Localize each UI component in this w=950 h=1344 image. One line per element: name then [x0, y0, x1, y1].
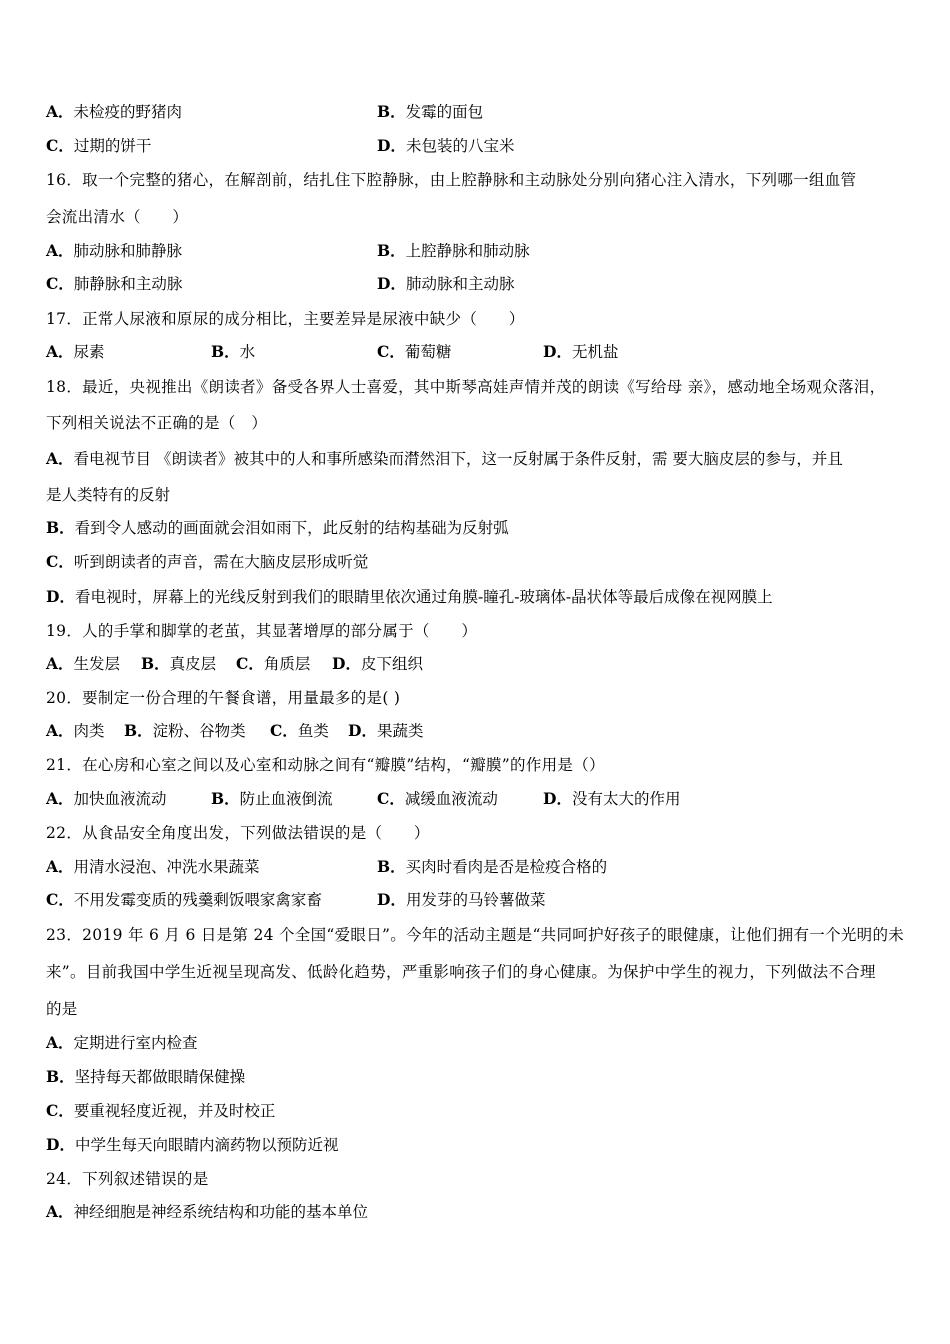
option-text: 皮下组织	[360, 655, 423, 673]
option-text: 不用发霉变质的残羹剩饭喂家禽家畜	[73, 891, 322, 909]
q23-option-c	[46, 1101, 275, 1121]
q19-option-a	[46, 654, 120, 674]
q15-option-d	[377, 136, 514, 156]
q20-option-b	[124, 721, 246, 741]
option-text: 肺动脉和肺静脉	[73, 242, 183, 260]
option-label: A．	[46, 789, 74, 808]
option-label: A．	[46, 1202, 74, 1221]
option-text: 神经细胞是神经系统结构和功能的基本单位	[73, 1203, 369, 1221]
option-text: 看到令人感动的画面就会泪如雨下，此反射的结构基础为反射弧	[74, 519, 509, 537]
option-label: A．	[46, 654, 74, 673]
option-text: 中学生每天向眼睛内滴药物以预防近视	[74, 1136, 339, 1154]
option-text: 听到朗读者的声音，需在大脑皮层形成听觉	[73, 553, 369, 571]
option-label: A．	[46, 241, 74, 260]
option-text: 未检疫的野猪肉	[73, 103, 183, 121]
option-label: B．	[124, 721, 153, 740]
option-label: A．	[46, 342, 74, 361]
q18-option-c	[46, 552, 368, 572]
option-text: 肺动脉和主动脉	[405, 275, 515, 293]
option-label: B．	[211, 342, 240, 361]
option-label: D．	[543, 342, 572, 361]
q16-option-d	[377, 274, 514, 294]
option-text: 上腔静脉和肺动脉	[405, 242, 530, 260]
option-label: B．	[377, 241, 406, 260]
q18-option-a	[46, 449, 843, 469]
option-label: A．	[46, 449, 74, 468]
q18-option-b	[46, 518, 509, 538]
option-text: 生发层	[73, 655, 121, 673]
q16-option-a	[46, 241, 182, 261]
option-label: B．	[377, 857, 406, 876]
q17-stem: 17．正常人尿液和原尿的成分相比，主要差异是尿液中缺少（ ）	[46, 310, 525, 328]
option-label: B．	[46, 1067, 75, 1086]
option-text: 肉类	[73, 722, 105, 740]
option-label: B．	[211, 789, 240, 808]
option-text: 用清水浸泡、冲洗水果蔬菜	[73, 858, 260, 876]
option-label: C．	[46, 552, 74, 571]
q15-option-a	[46, 102, 182, 122]
option-text: 加快血液流动	[73, 790, 167, 808]
option-label: C．	[377, 342, 405, 361]
option-text: 要重视轻度近视，并及时校正	[73, 1102, 276, 1120]
option-label: D．	[332, 654, 361, 673]
option-label: C．	[270, 721, 298, 740]
option-text: 鱼类	[297, 722, 329, 740]
option-text: 用发芽的马铃薯做菜	[405, 891, 546, 909]
q24-option-a	[46, 1202, 368, 1222]
option-label: A．	[46, 102, 74, 121]
option-text: 过期的饼干	[73, 137, 152, 155]
q16-option-b	[377, 241, 530, 261]
option-text: 真皮层	[169, 655, 217, 673]
q22-option-d	[377, 890, 545, 910]
option-label: D．	[46, 1135, 75, 1154]
q22-option-b	[377, 857, 607, 877]
q21-stem: 21．在心房和心室之间以及心室和动脉之间有“瓣膜”结构，“瓣膜”的作用是（）	[46, 756, 605, 774]
q22-stem: 22．从食品安全角度出发，下列做法错误的是（ ）	[46, 824, 430, 842]
q15-option-c	[46, 136, 151, 156]
option-label: D．	[377, 274, 406, 293]
option-label: C．	[236, 654, 264, 673]
option-text: 葡萄糖	[404, 343, 452, 361]
q21-option-b	[211, 789, 333, 809]
option-text: 没有太大的作用	[571, 790, 681, 808]
q23-option-b	[46, 1067, 245, 1087]
option-text: 看电视时，屏幕上的光线反射到我们的眼睛里依次通过角膜-瞳孔-玻璃体-晶状体等最后成像在视网膜上	[74, 588, 773, 606]
q23-stem-line2: 来”。目前我国中学生近视呈现高发、低龄化趋势，严重影响孩子们的身心健康。为保护中学生的视力，下列做法不合理	[46, 963, 876, 981]
option-text: 发霉的面包	[405, 103, 484, 121]
q24-stem: 24．下列叙述错误的是	[46, 1170, 209, 1188]
q23-option-a	[46, 1033, 198, 1053]
q20-option-a	[46, 721, 105, 741]
option-label: D．	[377, 890, 406, 909]
q17-option-d	[543, 342, 618, 362]
q17-option-c	[377, 342, 451, 362]
option-text: 未包装的八宝米	[405, 137, 515, 155]
q19-stem: 19．人的手掌和脚掌的老茧，其显著增厚的部分属于（ ）	[46, 622, 478, 640]
q23-option-d	[46, 1135, 338, 1155]
option-text: 肺静脉和主动脉	[73, 275, 183, 293]
option-label: C．	[377, 789, 405, 808]
q16-stem-line1: 16．取一个完整的猪心，在解剖前，结扎住下腔静脉，由上腔静脉和主动脉处分别向猪心注入清水，下列哪一组血管	[46, 171, 857, 189]
option-label: B．	[46, 518, 75, 537]
q15-option-b	[377, 102, 483, 122]
q22-option-a	[46, 857, 260, 877]
option-label: A．	[46, 1033, 74, 1052]
q16-stem-line2: 会流出清水（ ）	[46, 208, 189, 226]
option-label: C．	[46, 1101, 74, 1120]
option-label: B．	[377, 102, 406, 121]
q21-option-a	[46, 789, 167, 809]
q19-option-d	[332, 654, 423, 674]
option-text: 角质层	[263, 655, 311, 673]
option-label: D．	[46, 587, 75, 606]
q20-stem: 20．要制定一份合理的午餐食谱，用量最多的是( )	[46, 689, 401, 707]
option-label: A．	[46, 857, 74, 876]
q19-option-b	[141, 654, 216, 674]
option-text: 果蔬类	[376, 722, 424, 740]
option-text: 水	[239, 343, 256, 361]
q20-option-d	[348, 721, 423, 741]
option-text: 防止血液倒流	[239, 790, 333, 808]
q22-option-c	[46, 890, 322, 910]
option-text: 尿素	[73, 343, 105, 361]
option-text: 看电视节目 《朗读者》被其中的人和事所感染而潸然泪下，这一反射属于条件反射，需 要大脑皮层的参与，并且	[73, 450, 843, 468]
option-label: B．	[141, 654, 170, 673]
option-label: D．	[348, 721, 377, 740]
q18-stem-line1: 18．最近，央视推出《朗读者》备受各界人士喜爱，其中斯琴高娃声情并茂的朗读《写给母 亲》，感动地全场观众落泪，	[46, 378, 886, 396]
q18-stem-line2: 下列相关说法不正确的是（ ）	[46, 414, 268, 432]
q18-option-a-line2: 是人类特有的反射	[46, 486, 171, 504]
option-text: 减缓血液流动	[404, 790, 498, 808]
q23-stem-line3: 的是	[46, 1000, 78, 1018]
option-text: 淀粉、谷物类	[152, 722, 246, 740]
option-label: C．	[46, 890, 74, 909]
q18-option-d	[46, 587, 773, 607]
option-label: D．	[377, 136, 406, 155]
q21-option-d	[543, 789, 680, 809]
q20-option-c	[270, 721, 329, 741]
q16-option-c	[46, 274, 182, 294]
q23-stem-line1: 23．2019 年 6 月 6 日是第 24 个全国“爱眼日”。今年的活动主题是“共同呵护好孩子的眼健康，让他们拥有一个光明的未	[46, 926, 905, 944]
q17-option-b	[211, 342, 255, 362]
option-label: D．	[543, 789, 572, 808]
option-label: A．	[46, 721, 74, 740]
q19-option-c	[236, 654, 310, 674]
option-text: 无机盐	[571, 343, 619, 361]
option-label: C．	[46, 274, 74, 293]
option-label: C．	[46, 136, 74, 155]
option-text: 买肉时看肉是否是检疫合格的	[405, 858, 608, 876]
option-text: 坚持每天都做眼睛保健操	[74, 1068, 246, 1086]
q21-option-c	[377, 789, 498, 809]
option-text: 定期进行室内检查	[73, 1034, 198, 1052]
q17-option-a	[46, 342, 105, 362]
